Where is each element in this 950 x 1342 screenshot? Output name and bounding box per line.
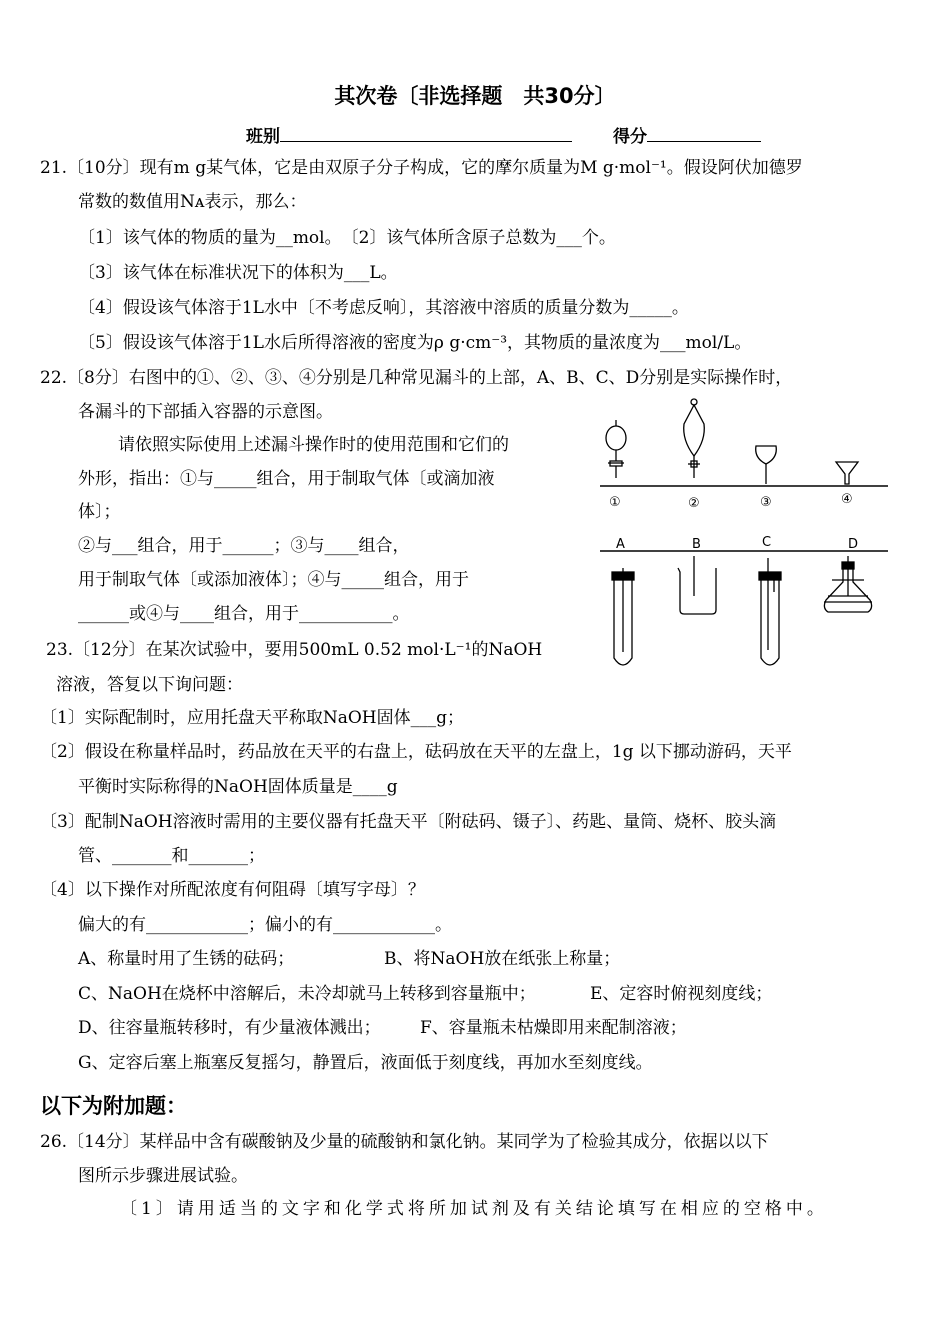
- q22-line-7: 用于制取气体〔或添加液体〕；④与_____组合，用于: [78, 570, 469, 590]
- q23-line-4: 〔2〕假设在称量样品时，药品放在天平的右盘上，砝码放在天平的左盘上，1g 以下挪动游码，天平: [40, 742, 792, 762]
- score-field: [613, 122, 761, 147]
- q21-line-5: 〔4〕假设该气体溶于1L水中〔不考虑反响〕，其溶液中溶质的质量分数为_____。: [78, 298, 689, 318]
- q26-line-1: 26.〔14分〕某样品中含有碳酸钠及少量的硫酸钠和氯化钠。某同学为了检验其成分，依据以以下: [40, 1132, 769, 1152]
- vessel-b-beaker-icon: [678, 556, 716, 614]
- vessel-label-a: A: [616, 537, 625, 552]
- q22-line-5: 体〕；: [78, 502, 121, 522]
- page-title: 其次卷〔非选择题 共30分〕: [334, 84, 616, 108]
- q21-line-2: 常数的数值用Nᴀ表示，那么：: [78, 192, 307, 212]
- q22-line-2: 各漏斗的下部插入容器的示意图。: [78, 402, 333, 422]
- funnel-label-1: ①: [609, 495, 621, 510]
- funnel-apparatus-figure: [596, 396, 892, 676]
- class-label: 班别: [246, 127, 280, 147]
- q23-line-3: 〔1〕实际配制时，应用托盘天平称取NaOH固体___g；: [40, 708, 464, 728]
- q23-option-c: C、NaOH在烧杯中溶解后，未冷却就马上转移到容量瓶中；: [78, 984, 536, 1004]
- class-blank[interactable]: [280, 124, 572, 142]
- q23-line-1: 23.〔12分〕在某次试验中，要用500mL 0.52 mol·L⁻¹的NaOH: [46, 640, 543, 660]
- q22-line-8: ______或④与____组合，用于___________。: [78, 604, 410, 624]
- vessel-a-test-tube-icon: [612, 568, 634, 665]
- funnel-label-3: ③: [760, 495, 772, 510]
- funnel-2-icon: [684, 399, 705, 478]
- q26-line-2: 图所示步骤进展试验。: [78, 1166, 248, 1186]
- vessel-d-flask-icon: [824, 556, 872, 612]
- class-field: [246, 122, 572, 147]
- funnel-3-icon: [756, 446, 777, 484]
- q22-line-3: 请依照实际使用上述漏斗操作时的使用范围和它们的: [118, 435, 509, 455]
- q23-line-9: 偏大的有____________；偏小的有____________。: [78, 915, 452, 935]
- vessel-label-b: B: [692, 537, 701, 552]
- vessel-c-test-tube-icon: [759, 558, 781, 665]
- vessel-label-d: D: [848, 537, 859, 552]
- q21-line-1: 21.〔10分〕现有m g某气体，它是由双原子分子构成，它的摩尔质量为M g·mol⁻¹。假设阿伏加德罗: [40, 158, 803, 178]
- q21-line-4: 〔3〕该气体在标准状况下的体积为___L。: [78, 263, 398, 283]
- funnel-4-icon: [836, 462, 858, 484]
- q22-line-6: ②与___组合，用于______；③与____组合，: [78, 536, 410, 556]
- vessel-label-c: C: [762, 535, 772, 550]
- q23-line-7: 管、_______和_______；: [78, 846, 265, 866]
- q23-line-8: 〔4〕以下操作对所配浓度有何阻碍〔填写字母〕？: [40, 880, 425, 900]
- extra-section-title: 以下为附加题：: [40, 1094, 187, 1118]
- q26-line-3: 〔1〕请用适当的文字和化学式将所加试剂及有关结论填写在相应的空格中。: [120, 1199, 828, 1219]
- q21-line-3: 〔1〕该气体的物质的量为__mol。 〔2〕该气体所含原子总数为___个。: [78, 228, 616, 248]
- q23-option-b: B、将NaOH放在纸张上称量；: [384, 949, 621, 969]
- q23-line-6: 〔3〕配制NaOH溶液时需用的主要仪器有托盘天平〔附砝码、镊子〕、药匙、量筒、烧杯、胶头滴: [40, 812, 777, 832]
- q23-line-2: 溶液，答复以下询问题：: [56, 675, 243, 695]
- funnel-label-4: ④: [841, 492, 853, 507]
- funnel-1-icon: [606, 420, 626, 478]
- q23-option-a: A、称量时用了生锈的砝码；: [78, 949, 295, 969]
- q23-option-d: D、往容量瓶转移时，有少量液体溅出；: [78, 1018, 381, 1038]
- funnel-label-2: ②: [688, 496, 700, 511]
- q22-line-1: 22.〔8分〕右图中的①、②、③、④分别是几种常见漏斗的上部，A、B、C、D分别是实际操作时，: [40, 368, 793, 388]
- q23-line-5: 平衡时实际称得的NaOH固体质量是____g: [78, 777, 398, 797]
- q21-line-6: 〔5〕假设该气体溶于1L水后所得溶液的密度为ρ g·cm⁻³，其物质的量浓度为___mol/L。: [78, 333, 752, 353]
- score-blank[interactable]: [647, 124, 761, 142]
- score-label: 得分: [613, 127, 647, 147]
- q23-option-g: G、定容后塞上瓶塞反复摇匀，静置后，液面低于刻度线，再加水至刻度线。: [78, 1053, 653, 1073]
- q23-option-e: E、定容时俯视刻度线；: [590, 984, 773, 1004]
- q23-option-f: F、容量瓶未枯燥即用来配制溶液；: [420, 1018, 687, 1038]
- q22-line-4: 外形，指出：①与_____组合，用于制取气体〔或滴加液: [78, 469, 495, 489]
